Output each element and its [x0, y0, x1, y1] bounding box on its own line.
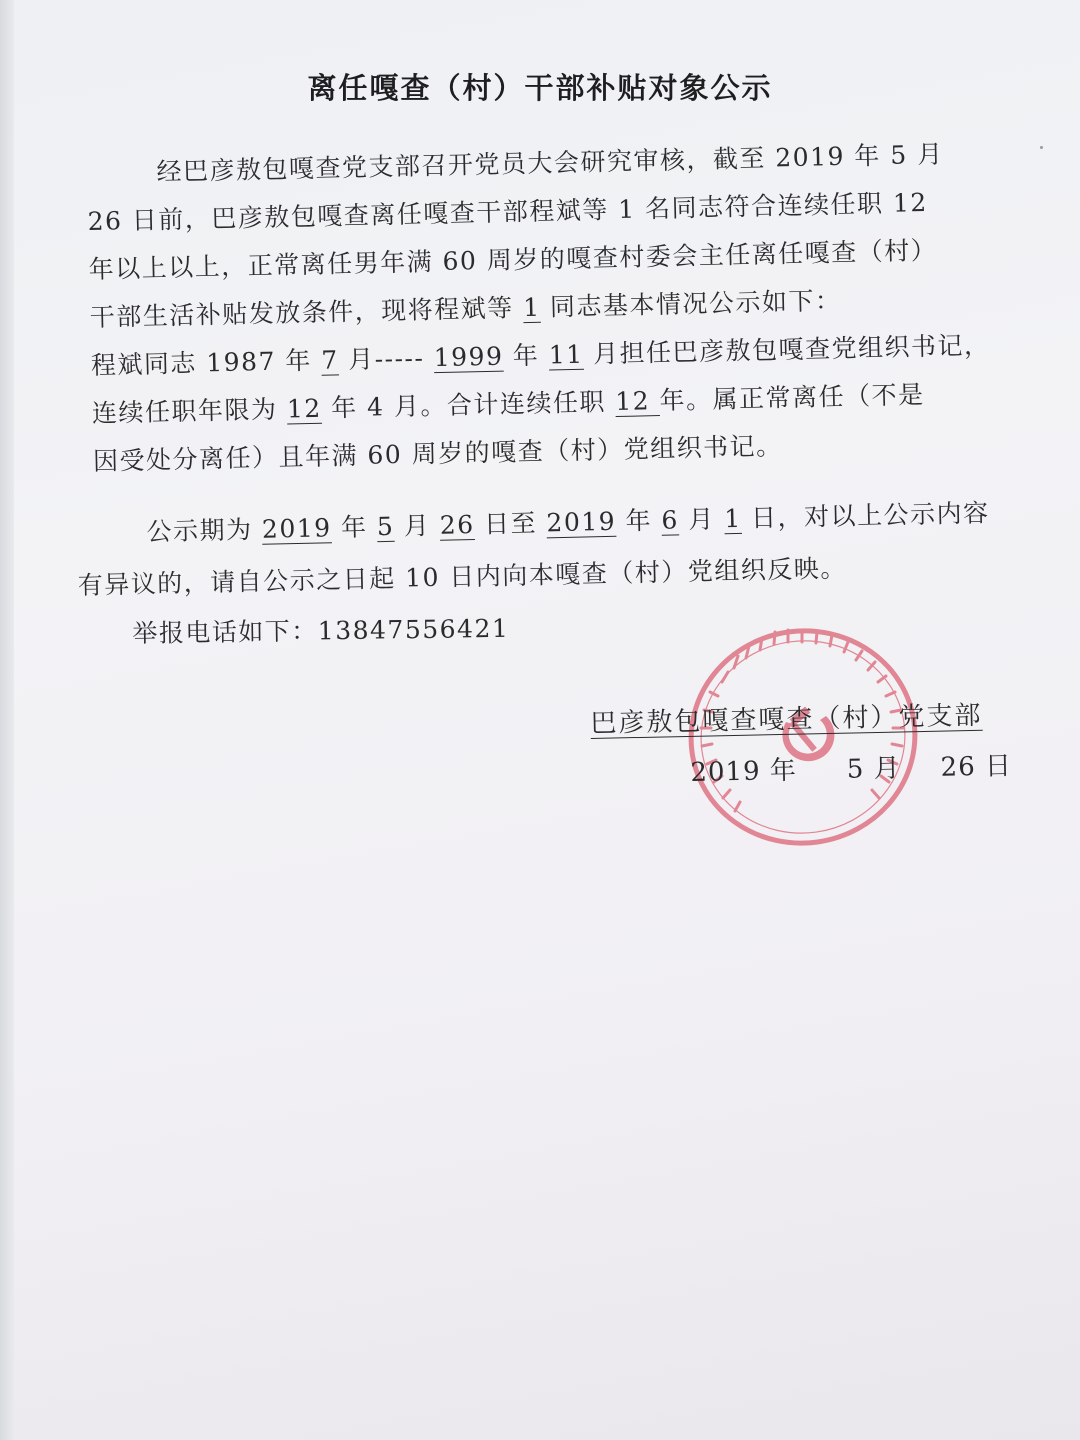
text-segment: 年 [331, 512, 378, 543]
filled-start-year: 2019 [261, 513, 332, 544]
text-segment: 月 [394, 510, 441, 541]
text-segment: 程斌同志 1987 年 [90, 345, 322, 380]
document-title: 离任嘎查（村）干部补贴对象公示 [307, 71, 773, 105]
paragraph-line: 年以上以上，正常离任男年满 60 周岁的嘎查村委会主任离任嘎查（村） [88, 235, 938, 284]
text-segment: 年 [503, 340, 550, 371]
filled-end-month: 6 [661, 505, 680, 535]
text-segment: 同志基本情况公示如下： [540, 285, 842, 322]
filled-start-month: 7 [320, 345, 340, 375]
text-segment: 连续任职年限为 [91, 394, 288, 428]
filled-start-day: 26 [439, 509, 475, 540]
date-month: 5 月 [846, 753, 901, 785]
filled-total-years: 12 [614, 386, 660, 417]
text-segment: 月担任巴彦敖包嘎查党组织书记， [583, 330, 991, 369]
page-edge [0, 0, 14, 1440]
filled-count: 1 [522, 292, 541, 323]
text-segment: 日至 [474, 508, 547, 539]
paragraph-eligibility [86, 129, 1013, 486]
signature-block [590, 692, 983, 748]
date-year: 2019 年 [690, 755, 798, 788]
filled-end-month: 11 [548, 339, 584, 370]
paragraph-line: 26 日前，巴彦敖包嘎查离任嘎查干部程斌等 1 名同志符合连续任职 12 [87, 187, 929, 236]
text-segment: 公示期为 [146, 514, 263, 547]
filled-end-year: 2019 [546, 506, 617, 538]
text-segment: 年 4 月。合计连续任职 [321, 387, 616, 423]
text-segment: 月----- [338, 343, 435, 375]
paper-speck [1040, 146, 1043, 149]
filled-start-month: 5 [376, 511, 395, 542]
issuing-organization: 巴彦敖包嘎查嘎查（村）党支部 [590, 700, 983, 739]
text-segment: 日，对以上公示内容 [741, 498, 990, 533]
filled-end-year: 1999 [433, 341, 504, 373]
paragraph-line: 因受处分离任）且年满 60 周岁的嘎查（村）党组织书记。 [92, 431, 783, 476]
paragraph-line: 经巴彦敖包嘎查党支部召开党员大会研究审核，截至 2019 年 5 月 [156, 139, 944, 187]
text-segment: 月 [678, 504, 725, 535]
signature-date [690, 745, 1012, 789]
paragraph-line: 有异议的，请自公示之日起 10 日内向本嘎查（村）党组织反映。 [77, 553, 848, 600]
text-segment: 干部生活补贴发放条件，现将程斌等 [89, 293, 524, 332]
date-day: 26 日 [940, 751, 1013, 783]
paragraph-publicity-period [76, 487, 998, 612]
hotline: 举报电话如下：13847556421 [132, 613, 510, 648]
filled-end-day: 1 [723, 503, 743, 534]
text-segment: 年 [615, 505, 662, 536]
filled-tenure-years: 12 [286, 393, 323, 424]
text-segment: 年。属正常离任（不是 [659, 380, 925, 416]
